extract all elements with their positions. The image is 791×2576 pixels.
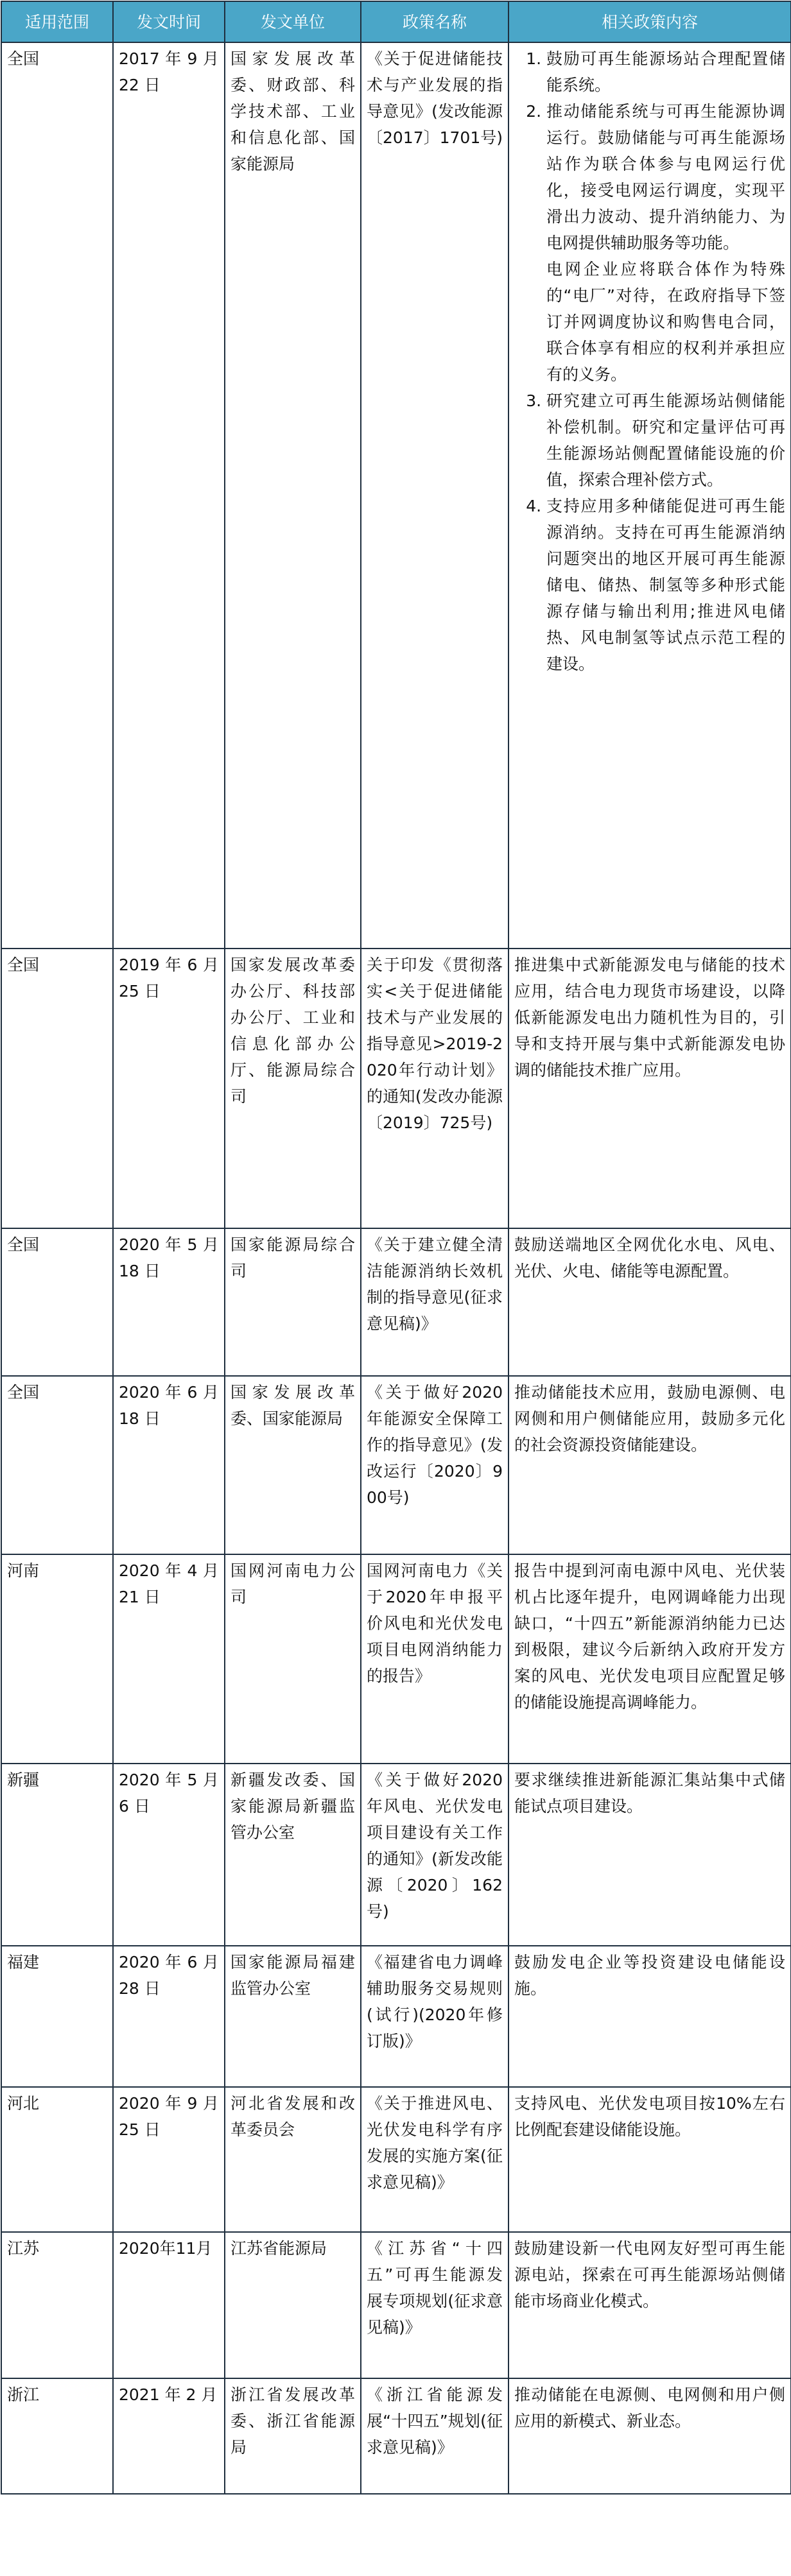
header-row <box>1 1 791 42</box>
cell-date: 2021 年 2 月 <box>113 2378 225 2494</box>
cell-policy-content: 推进集中式新能源发电与储能的技术应用，结合电力现货市场建设，以降低新能源发电出力随机性为目的，引导和支持开展与集中式新能源发电协调的储能技术推广应用。 <box>509 949 791 1228</box>
cell-scope: 浙江 <box>1 2378 113 2494</box>
list-item: 4. 支持应用多种储能促进可再生能源消纳。支持在可再生能源消纳问题突出的地区开展可再生能源储电、储热、制氢等多种形式能源存储与输出利用;推进风电储热、风电制氢等试点示范工程的建设。 <box>546 493 785 677</box>
cell-policy-content: 要求继续推进新能源汇集站集中式储能试点项目建设。 <box>509 1764 791 1946</box>
list-item: 3. 研究建立可再生能源场站侧储能补偿机制。研究和定量评估可再生能源场站侧配置储能设施的价值，探索合理补偿方式。 <box>546 388 785 493</box>
cell-date: 2020 年 6 月 28 日 <box>113 1946 225 2087</box>
cell-policy-content: 推动储能在电源侧、电网侧和用户侧应用的新模式、新业态。 <box>509 2378 791 2494</box>
cell-issuer: 国家能源局综合司 <box>225 1228 361 1376</box>
cell-scope: 福建 <box>1 1946 113 2087</box>
cell-policy-name: 《关于做好2020年风电、光伏发电项目建设有关工作的通知》(新发改能源〔2020〕162号) <box>361 1764 509 1946</box>
cell-scope: 新疆 <box>1 1764 113 1946</box>
cell-issuer: 新疆发改委、国家能源局新疆监管办公室 <box>225 1764 361 1946</box>
policy-list-continued <box>514 388 785 677</box>
cell-issuer: 国家发展改革委、财政部、科学技术部、工业和信息化部、国家能源局 <box>225 42 361 949</box>
cell-date: 2017 年 9 月 22 日 <box>113 42 225 949</box>
table-row <box>1 1764 791 1946</box>
cell-policy-name: 《关于推进风电、光伏发电科学有序发展的实施方案(征求意见稿)》 <box>361 2087 509 2232</box>
cell-policy-content: 鼓励送端地区全网优化水电、风电、光伏、火电、储能等电源配置。 <box>509 1228 791 1376</box>
cell-scope: 全国 <box>1 42 113 949</box>
cell-policy-name: 《福建省电力调峰辅助服务交易规则(试行)(2020年修订版)》 <box>361 1946 509 2087</box>
table-row <box>1 1228 791 1376</box>
cell-policy-name: 《关于建立健全清洁能源消纳长效机制的指导意见(征求意见稿)》 <box>361 1228 509 1376</box>
list-item-continuation: 电网企业应将联合体作为特殊的“电厂”对待，在政府指导下签订并网调度协议和购售电合同，联合体享有相应的权利并承担应有的义务。 <box>546 260 785 384</box>
cell-date: 2020 年 6 月 18 日 <box>113 1376 225 1554</box>
cell-scope: 河南 <box>1 1554 113 1764</box>
table-row <box>1 2087 791 2232</box>
cell-scope: 河北 <box>1 2087 113 2232</box>
cell-policy-name: 国网河南电力《关于2020年申报平价风电和光伏发电项目电网消纳能力的报告》 <box>361 1554 509 1764</box>
cell-date: 2020 年 5 月 6 日 <box>113 1764 225 1946</box>
list-item <box>546 98 785 256</box>
cell-policy-content: 报告中提到河南电源中风电、光伏装机占比逐年提升，电网调峰能力出现缺口，“十四五”新能源消纳能力已达到极限，建议今后新纳入政府开发方案的风电、光伏发电项目应配置足够的储能设施提高调峰能力。 <box>509 1554 791 1764</box>
cell-date: 2020年11月 <box>113 2232 225 2378</box>
table-row <box>1 1376 791 1554</box>
cell-date: 2019 年 6 月 25 日 <box>113 949 225 1228</box>
cell-policy-name: 《关于做好2020年能源安全保障工作的指导意见》(发改运行〔2020〕900号) <box>361 1376 509 1554</box>
cell-policy-content: 鼓励发电企业等投资建设电储能设施。 <box>509 1946 791 2087</box>
policy-table <box>1 1 791 2494</box>
cell-policy-name: 关于印发《贯彻落实<关于促进储能技术与产业发展的指导意见>2019-2020年行动计划》的通知(发改办能源〔2019〕725号) <box>361 949 509 1228</box>
cell-scope: 全国 <box>1 949 113 1228</box>
table-row <box>1 949 791 1228</box>
cell-policy-content: 推动储能技术应用，鼓励电源侧、电网侧和用户侧储能应用，鼓励多元化的社会资源投资储能建设。 <box>509 1376 791 1554</box>
cell-issuer: 河北省发展和改革委员会 <box>225 2087 361 2232</box>
cell-date: 2020 年 4 月 21 日 <box>113 1554 225 1764</box>
table-row <box>1 2232 791 2378</box>
cell-policy-name: 《关于促进储能技术与产业发展的指导意见》(发改能源〔2017〕1701号) <box>361 42 509 949</box>
list-item-text: 推动储能系统与可再生能源协调运行。鼓励储能与可再生能源场站作为联合体参与电网运行优化，接受电网运行调度，实现平滑出力波动、提升消纳能力、为电网提供辅助服务等功能。 <box>546 102 785 252</box>
cell-issuer: 国家能源局福建监管办公室 <box>225 1946 361 2087</box>
header-scope: 适用范围 <box>1 1 113 42</box>
header-policy-name: 政策名称 <box>361 1 509 42</box>
cell-policy-content <box>509 42 791 949</box>
list-item: 1. 鼓励可再生能源场站合理配置储能系统。 <box>546 46 785 98</box>
cell-scope: 江苏 <box>1 2232 113 2378</box>
header-issuer: 发文单位 <box>225 1 361 42</box>
cell-date: 2020 年 9 月 25 日 <box>113 2087 225 2232</box>
table-row <box>1 2378 791 2494</box>
cell-policy-content: 鼓励建设新一代电网友好型可再生能源电站，探索在可再生能源场站侧储能市场商业化模式。 <box>509 2232 791 2378</box>
header-policy-content: 相关政策内容 <box>509 1 791 42</box>
cell-policy-name: 《江苏省“十四五”可再生能源发展专项规划(征求意见稿)》 <box>361 2232 509 2378</box>
header-date: 发文时间 <box>113 1 225 42</box>
table-row <box>1 42 791 949</box>
cell-issuer: 国家发展改革委办公厅、科技部办公厅、工业和信息化部办公厅、能源局综合司 <box>225 949 361 1228</box>
cell-issuer: 江苏省能源局 <box>225 2232 361 2378</box>
cell-scope: 全国 <box>1 1228 113 1376</box>
cell-issuer: 国家发展改革委、国家能源局 <box>225 1376 361 1554</box>
table-row <box>1 1554 791 1764</box>
cell-issuer: 国网河南电力公司 <box>225 1554 361 1764</box>
table-row <box>1 1946 791 2087</box>
cell-issuer: 浙江省发展改革委、浙江省能源局 <box>225 2378 361 2494</box>
cell-policy-content: 支持风电、光伏发电项目按10%左右比例配套建设储能设施。 <box>509 2087 791 2232</box>
cell-scope: 全国 <box>1 1376 113 1554</box>
cell-date: 2020 年 5 月 18 日 <box>113 1228 225 1376</box>
policy-list <box>514 46 785 256</box>
cell-policy-name: 《浙江省能源发展“十四五”规划(征求意见稿)》 <box>361 2378 509 2494</box>
